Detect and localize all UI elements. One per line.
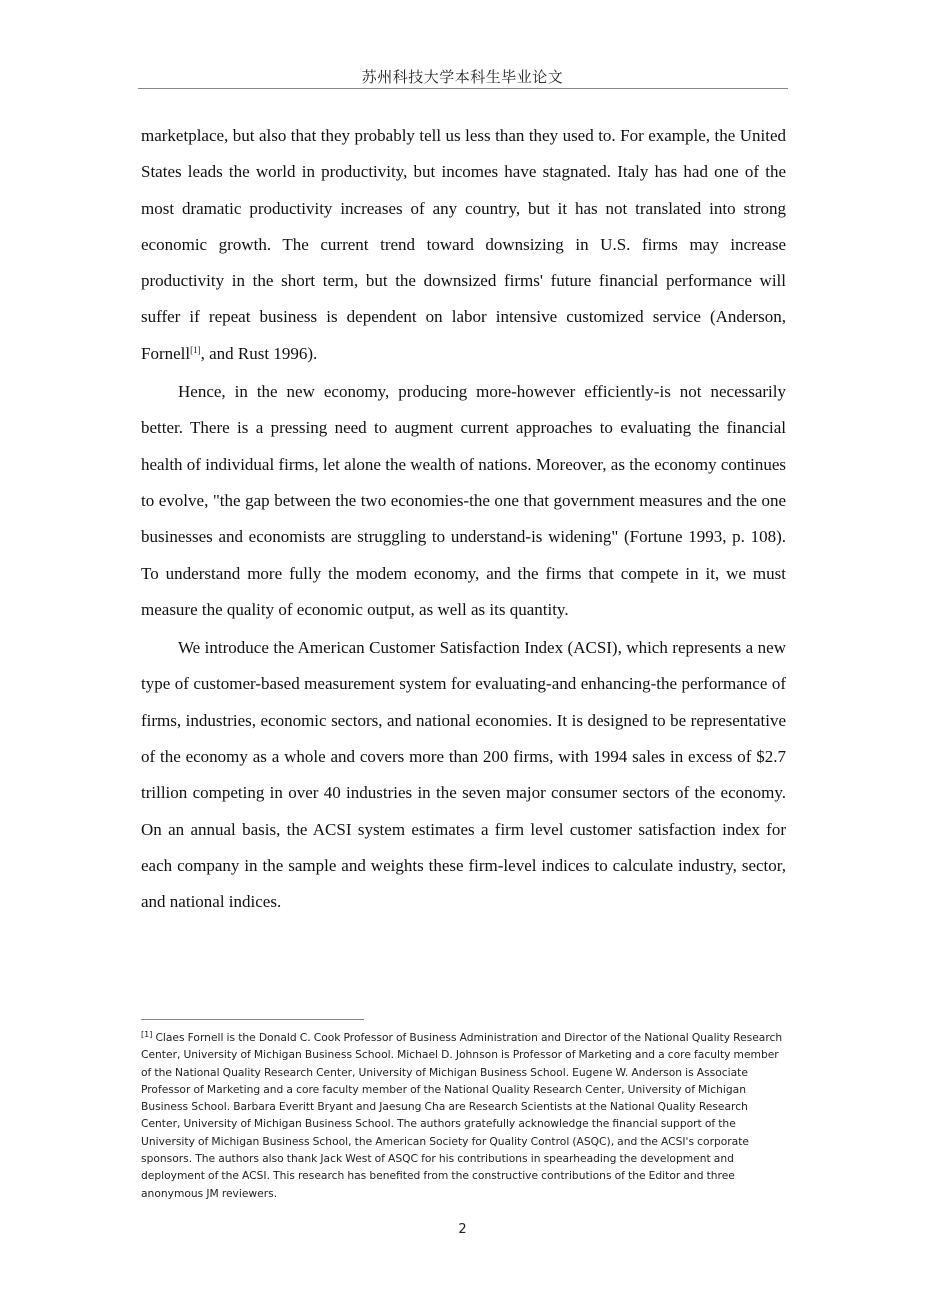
paragraph-1-tail: , and Rust 1996). [200,343,318,363]
footnote-text: Claes Fornell is the Donald C. Cook Professor of Business Administration and Director of the National Quality Research Center, University of Michigan Business School. Michael D. Johnson is Professor of Marketing and a core faculty member of the National Quality Research Center, University of Michigan Business School. Eugene W. Anderson is Associate Professor of Marketing and a core faculty member of the National Quality Research Center, University of Michigan Business School. Barbara Everitt Bryant and Jaesung Cha are Research Scientists at the National Quality Research Center, University of Michigan Business School. The authors gratefully acknowledge the financial support of the University of Michigan Business School, the American Society for Quality Control (ASQC), and the ACSI's corporate sponsors. The authors also thank Jack West of ASQC for his contributions in spearheading the development and deployment of the ACSI. This research has benefited from the constructive contributions of the Editor and three anonymous JM reviewers. [141,1031,783,1200]
body-text [141,118,786,923]
footnote [141,1029,787,1202]
paragraph-3: We introduce the American Customer Satisfaction Index (ACSI), which represents a new type of customer-based measurement system for evaluating-and enhancing-the performance of firms, industries, economic sectors, and national economies. It is designed to be representative of the economy as a whole and covers more than 200 firms, with 1994 sales in excess of $2.7 trillion competing in over 40 industries in the seven major consumer sectors of the economy. On an annual basis, the ACSI system estimates a firm level customer satisfaction index for each company in the sample and weights these firm-level indices to calculate industry, sector, and national indices. [141,638,786,912]
running-header: 苏州科技大学本科生毕业论文 [361,68,564,86]
footnote-marker: [1] [141,1030,153,1039]
footnote-rule [141,1019,364,1020]
footnote-reference[interactable]: [1] [190,344,201,355]
paragraph-1 [141,118,786,372]
page-number: 2 [458,1222,467,1237]
paragraph-2: Hence, in the new economy, producing more-however efficiently-is not necessarily better. There is a pressing need to augment current approaches to evaluating the financial health of individual firms, let alone the wealth of nations. Moreover, as the economy continues to evolve, "the gap between the two economies-the one that government measures and the one businesses and economists are struggling to understand-is widening" (Fortune 1993, p. 108). To understand more fully the modem economy, and the firms that compete in it, we must measure the quality of economic output, as well as its quantity. [141,382,786,619]
header-rule [138,88,788,89]
paragraph-1-text: marketplace, but also that they probably tell us less than they used to. For example, the United States leads the world in productivity, but incomes have stagnated. Italy has had one of the most dramatic productivity increases of any country, but it has not translated into strong economic growth. The current trend toward downsizing in U.S. firms may increase productivity in the short term, but the downsized firms' future financial performance will suffer if repeat business is dependent on labor intensive customized service (Anderson, Fornell [141,126,786,363]
